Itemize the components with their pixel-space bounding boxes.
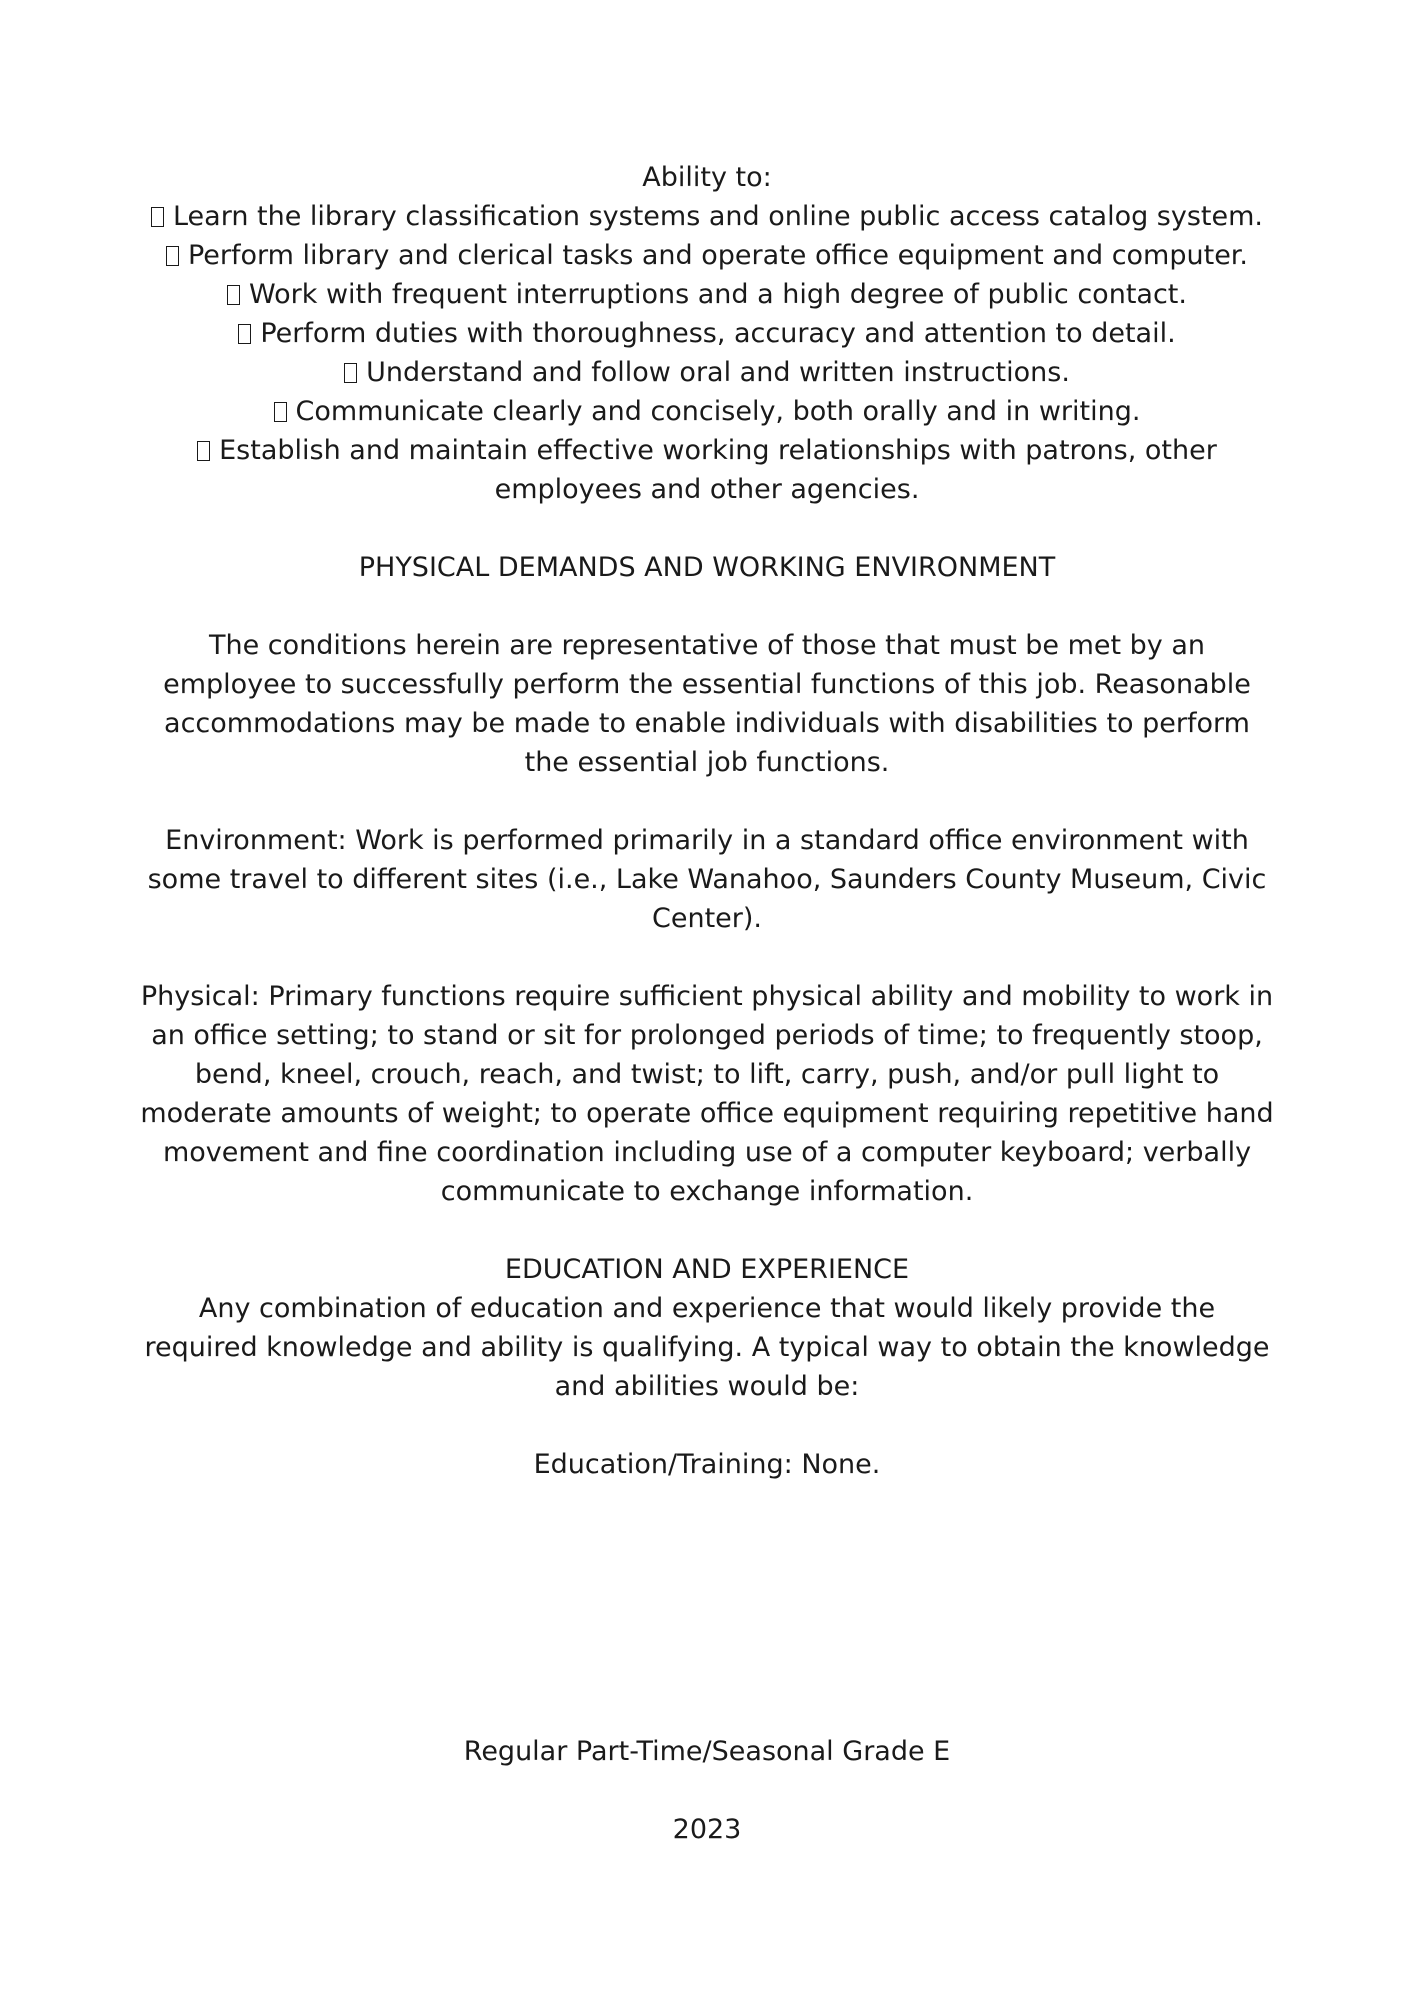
bullet-box-icon [227, 285, 240, 305]
education-paragraph: Any combination of education and experience that would likely provide the required knowledge and ability is qualifying. A typical way to obtain the knowledge and abilities would be: [144, 1293, 1270, 1402]
job-grade: Regular Part-Time/Seasonal Grade E [463, 1736, 951, 1767]
bullet-box-icon [166, 246, 179, 266]
document-year: 2023 [672, 1814, 742, 1845]
ability-item: Perform duties with thoroughness, accuracy and attention to detail. [140, 314, 1274, 353]
spacer [140, 509, 1274, 548]
environment-paragraph: Environment: Work is performed primarily in a standard office environment with some travel to different sites (i.e., Lake Wanahoo, Saunders County Museum, Civic Center). [147, 825, 1267, 934]
bullet-box-icon [274, 402, 287, 422]
ability-item: Communicate clearly and concisely, both orally and in writing. [140, 392, 1274, 431]
education-section-heading: EDUCATION AND EXPERIENCE [504, 1254, 910, 1285]
physical-section-heading: PHYSICAL DEMANDS AND WORKING ENVIRONMENT [358, 552, 1056, 583]
ability-item: Understand and follow oral and written instructions. [140, 353, 1274, 392]
bullet-box-icon [238, 324, 251, 344]
conditions-paragraph: The conditions herein are representative of those that must be met by an employee to successfully perform the essential functions of this job. Reasonable accommodations may be made to enable individuals with disabilities to perform the essential job functions. [163, 630, 1251, 778]
page-content [140, 158, 1274, 1484]
bullet-box-icon [151, 207, 164, 227]
ability-item: Establish and maintain effective working relationships with patrons, other employees and other agencies. [140, 431, 1274, 509]
education-training: Education/Training: None. [533, 1449, 881, 1480]
spacer [140, 1406, 1274, 1445]
ability-item: Learn the library classification systems and online public access catalog system. [140, 197, 1274, 236]
bullet-box-icon [197, 441, 210, 461]
ability-heading: Ability to: [642, 162, 772, 193]
ability-item: Perform library and clerical tasks and operate office equipment and computer. [140, 236, 1274, 275]
ability-item: Work with frequent interruptions and a high degree of public contact. [140, 275, 1274, 314]
spacer [140, 587, 1274, 626]
physical-paragraph: Physical: Primary functions require sufficient physical ability and mobility to work in an office setting; to stand or sit for prolonged periods of time; to frequently stoop, bend, kneel, crouch, reach, and twist; to lift, carry, push, and/or pull light to moderate amounts of weight; to operate office equipment requiring repetitive hand movement and fine coordination including use of a computer keyboard; verbally communicate to exchange information. [140, 981, 1274, 1207]
bullet-box-icon [344, 363, 357, 383]
spacer [140, 782, 1274, 821]
spacer [140, 938, 1274, 977]
spacer [140, 1211, 1274, 1250]
